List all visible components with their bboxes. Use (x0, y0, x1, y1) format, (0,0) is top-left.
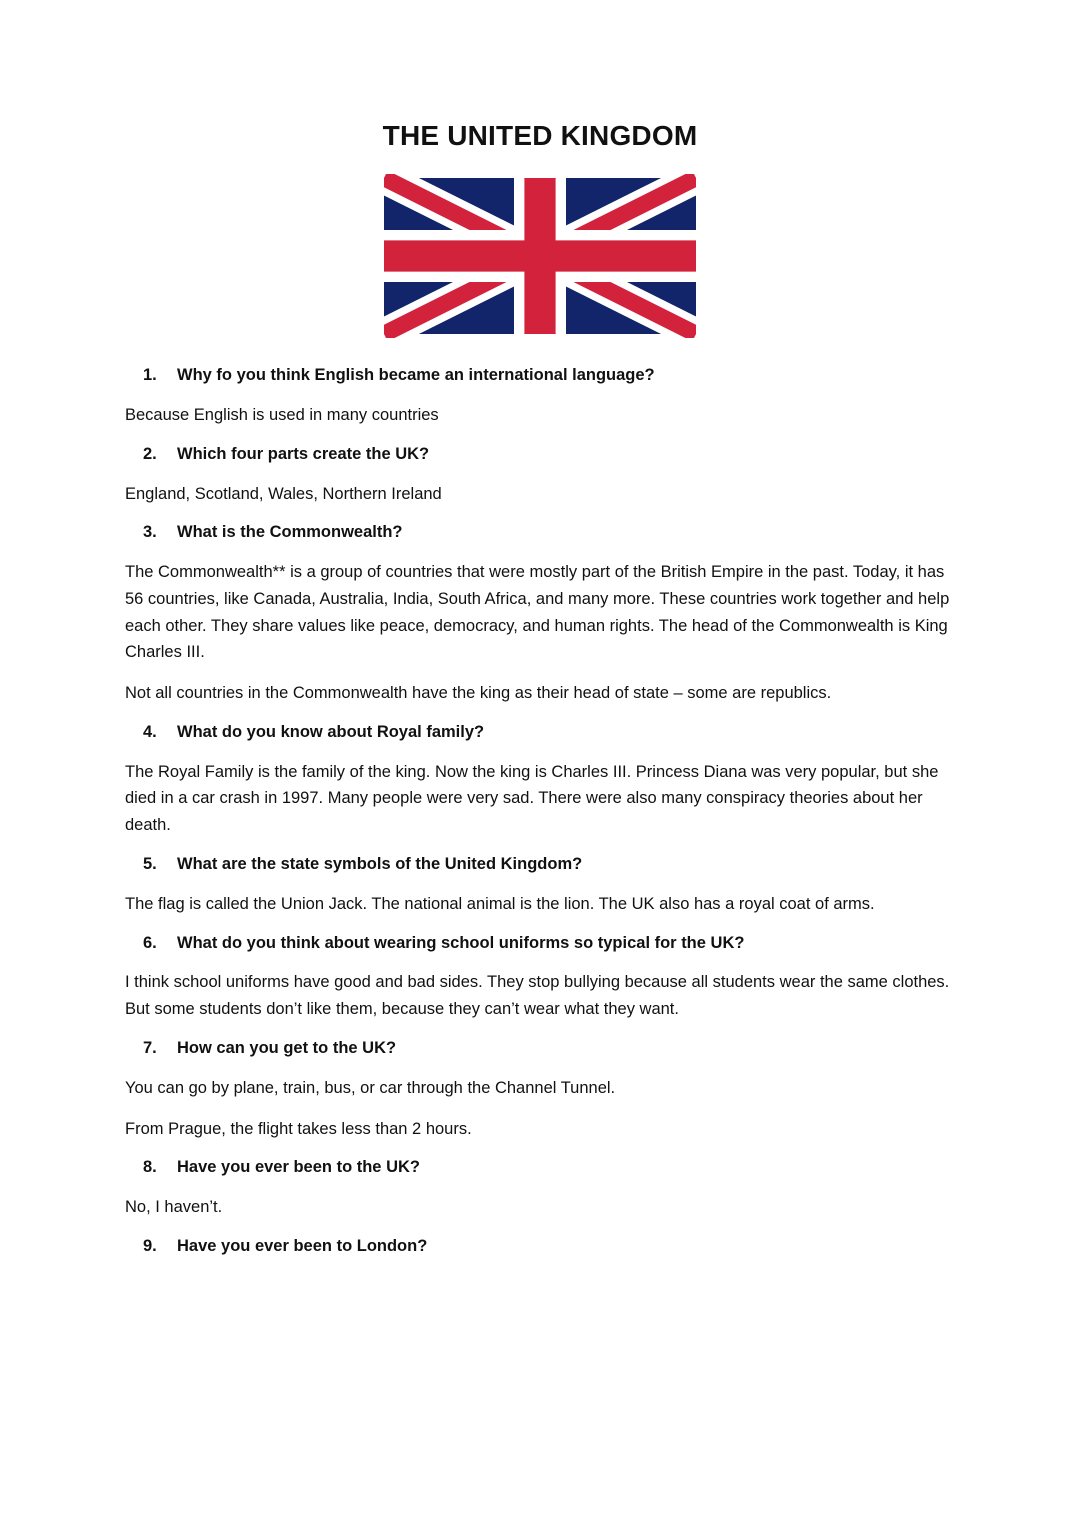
qa-item (125, 853, 955, 877)
union-jack-flag (384, 174, 696, 338)
qa-item (125, 1235, 955, 1259)
flag-container (125, 174, 955, 338)
answer-group (125, 891, 955, 918)
question (125, 1037, 955, 1061)
question (125, 443, 955, 467)
question-text: How can you get to the UK? (177, 1038, 397, 1057)
answer-group (125, 969, 955, 1022)
question-number: 9. (143, 1236, 157, 1255)
answer-group (125, 559, 955, 707)
question-text: Have you ever been to the UK? (177, 1158, 420, 1177)
answer-group (125, 481, 955, 508)
answer-group (125, 1075, 955, 1142)
question (125, 1156, 955, 1180)
question-text: Which four parts create the UK? (177, 444, 430, 463)
answer-text: No, I haven’t. (125, 1198, 223, 1217)
answer-text: Not all countries in the Commonwealth have the king as their head of state – some are republics. (125, 684, 832, 703)
qa-item (125, 1156, 955, 1180)
question (125, 521, 955, 545)
qa-item (125, 721, 955, 745)
answer-group (125, 1194, 955, 1221)
question-text: What do you think about wearing school uniforms so typical for the UK? (177, 933, 745, 952)
qa-item (125, 443, 955, 467)
question-number: 8. (143, 1158, 157, 1177)
qa-item (125, 1037, 955, 1061)
question (125, 1235, 955, 1259)
question (125, 853, 955, 877)
qa-item (125, 521, 955, 545)
question-number: 1. (143, 366, 157, 384)
question (125, 364, 955, 388)
question-text: What do you know about Royal family? (177, 722, 485, 741)
answer-text: The Royal Family is the family of the king. Now the king is Charles III. Princess Diana was very popular, but she died in a car crash in 1997. Many people were very sad. There were also many conspiracy theories about her death. (125, 762, 939, 835)
question-number: 4. (143, 722, 157, 741)
question-text: Have you ever been to London? (177, 1236, 428, 1255)
question-number: 5. (143, 854, 157, 873)
question-text: What are the state symbols of the United Kingdom? (177, 854, 583, 873)
question-number: 2. (143, 444, 157, 463)
answer-text: Because English is used in many countries (125, 405, 439, 424)
qa-item (125, 932, 955, 956)
question-text: Why fo you think English became an international language? (177, 366, 655, 384)
qa-item (125, 364, 955, 388)
question (125, 932, 955, 956)
answer-group (125, 402, 955, 429)
answer-text: The flag is called the Union Jack. The national animal is the lion. The UK also has a royal coat of arms. (125, 894, 875, 913)
question-number: 7. (143, 1038, 157, 1057)
answer-text: The Commonwealth** is a group of countries that were mostly part of the British Empire in the past. Today, it has 56 countries, like Canada, Australia, India, South Africa, and many more. These countries work together and help each other. They share values like peace, democracy, and human rights. The head of the Commonwealth is King Charles III. (125, 563, 950, 662)
answer-text: I think school uniforms have good and bad sides. They stop bullying because all students wear the same clothes. But some students don’t like them, because they can’t wear what they want. (125, 973, 950, 1019)
answer-text: From Prague, the flight takes less than 2 hours. (125, 1119, 472, 1138)
question-number: 3. (143, 523, 157, 542)
question (125, 721, 955, 745)
answer-group (125, 759, 955, 839)
answer-text: You can go by plane, train, bus, or car through the Channel Tunnel. (125, 1078, 616, 1097)
question-text: What is the Commonwealth? (177, 523, 403, 542)
page-title: THE UNITED KINGDOM (382, 120, 698, 151)
answer-text: England, Scotland, Wales, Northern Ireland (125, 484, 442, 503)
question-number: 6. (143, 933, 157, 952)
